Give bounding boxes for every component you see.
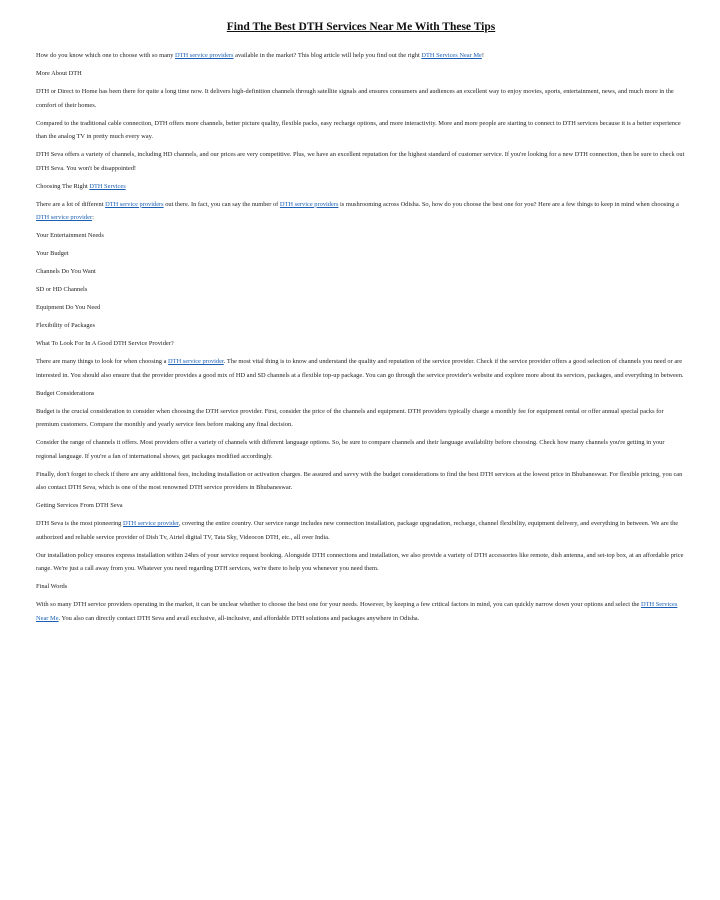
what-to-look-heading: What To Look For In A Good DTH Service Provider? [36, 340, 174, 347]
budget-heading: Budget Considerations [36, 389, 95, 397]
getting-services-heading: Getting Services From DTH Seva [36, 502, 123, 509]
list-item: Your Entertainment Needs [36, 232, 104, 239]
list-item: Equipment Do You Need [36, 304, 101, 311]
article [36, 18, 686, 630]
what-to-look-paragraph: There are many things to look for when choosing a DTH service provider. The most vital thing is to know and understand the quality and reputation of the service provider. Check if the service provider offers a good selection of channels you need or are interested in. You should also ensure that the provider provides a good mix of HD and SD channels at a flexible top-up package. You can go through the service provider's website and explore more about its services, packages, and everything in between. [36, 358, 684, 379]
dth-service-provider-link[interactable]: DTH service provider [36, 214, 93, 221]
dth-services-link[interactable]: DTH Services [89, 182, 126, 190]
seva-paragraph: DTH Seva offers a variety of channels, including HD channels, and our prices are very competitive. Plus, we have an excellent reputation for the highest standard of customer service. If you're looking for a new DTH connection, then be sure to check out DTH Seva. You won't be disappointed! [36, 151, 685, 172]
compare-paragraph: Compared to the traditional cable connection, DTH offers more channels, better picture quality, flexible packs, easy recharge options, and more interactivity. More and more people are starting to connect to DTH services because it is a better experience than the analog TV in pretty much every way. [36, 119, 681, 140]
dth-services-near-me-link[interactable]: DTH Services Near Me [36, 601, 678, 622]
choosing-heading: Choosing The Right DTH Services [36, 182, 126, 190]
providers-paragraph: There are a lot of different DTH service providers out there. In fact, you can say the number of DTH service providers is mushrooming across Odisha. So, how do you choose the best one for you? Here are a few things to keep in mind when choosing a DTH service provider: [36, 200, 679, 221]
list-item: SD or HD Channels [36, 286, 88, 293]
getting-services-paragraph: DTH Seva is the most pioneering DTH service provider, covering the entire country. Our service range includes new connection installation, package upgradation, recharge, channel flexibility, equipment delivery, and everything in between. We are the authorized and reliable service provider of Dish Tv, Airtel digital TV, Tata Sky, Videocon DTH, etc., all over India. [36, 520, 679, 541]
list-item: Flexibility of Packages [36, 322, 95, 329]
more-about-heading: More About DTH [36, 70, 82, 77]
dth-service-providers-link[interactable]: DTH service providers [174, 52, 234, 59]
intro-paragraph: How do you know which one to choose with so many DTH service providers available in the market? This blog article will help you find out the right DTH Services Near Me! [36, 52, 485, 59]
page-title: Find The Best DTH Services Near Me With These Tips [226, 21, 496, 33]
installation-paragraph: Our installation policy ensures express installation within 24hrs of your service request booking. Alongside DTH connections and installation, we also provide a variety of DTH accessories like remote, dish antenna, and set-top box, at an affordable price range. We're just a call away from you. Whatever you need regarding DTH services, we're there to help you whenever you need them. [36, 551, 684, 572]
fees-paragraph: Finally, don't forget to check if there are any additional fees, including installation or activation charges. Be assured and savvy with the budget considerations to find the best DTH services at the lowest price in Bhubaneswar. For flexible pricing, you can also contact DTH Seva, which is one of the most renowned DTH service providers in Bhubaneswar. [36, 470, 683, 491]
budget-paragraph: Budget is the crucial consideration to consider when choosing the DTH service provider. First, consider the price of the channels and equipment. DTH providers typically charge a monthly fee for equipment rental or offer annual special packs for premium customers. Compare the monthly and yearly service fees before making any final decision. [36, 407, 664, 428]
list-item: Your Budget [36, 250, 69, 257]
dth-service-provider-link[interactable]: DTH service provider [168, 358, 224, 365]
list-item: Channels Do You Want [36, 268, 96, 275]
dth-services-near-me-link[interactable]: DTH Services Near Me [421, 52, 482, 59]
final-paragraph: With so many DTH service providers operating in the market, it can be unclear whether to choose the best one for your needs. However, by keeping a few critical factors in mind, you can quickly narrow down your options and select the DTH Services Near Me. You also can directly contact DTH Seva and avail exclusive, all-inclusive, and affordable DTH solutions and packages anywhere in Odisha. [36, 601, 678, 622]
dth-service-providers-link[interactable]: DTH service providers [279, 200, 339, 208]
dth-paragraph: DTH or Direct to Home has been there for quite a long time now. It delivers high-definition channels through satellite signals and ensures consumers and audiences an excellent way to enjoy movies, sports, entertainment, news, and much more in the comfort of their homes. [36, 88, 674, 109]
dth-service-providers-link[interactable]: DTH service providers [105, 200, 164, 208]
dth-service-provider-link[interactable]: DTH service provider [122, 520, 179, 527]
channels-paragraph: Consider the range of channels it offers. Most providers offer a variety of channels with different language options. So, be sure to compare channels and their language availability before choosing. Check how many channels you're getting in your regional language. If you're a fan of international shows, get packages modified accordingly. [36, 439, 665, 460]
final-words-heading: Final Words [36, 583, 68, 590]
